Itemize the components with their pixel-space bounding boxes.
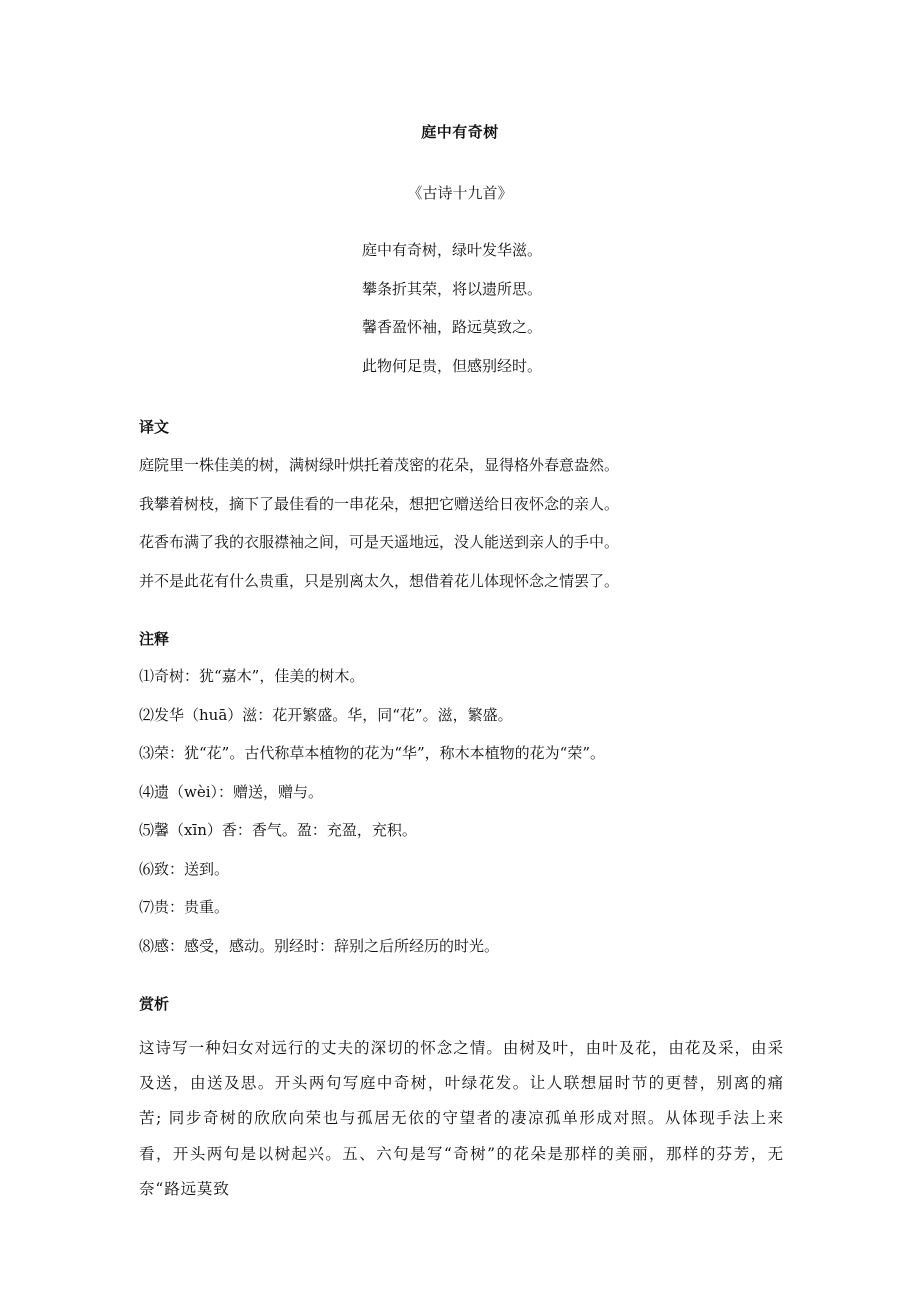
poem-line: 此物何足贵，但感别经时。 — [362, 356, 543, 375]
notes-body — [139, 666, 784, 974]
poem-line: 庭中有奇树，绿叶发华滋。 — [362, 241, 543, 259]
appreciation-heading: 赏析 — [139, 995, 170, 1013]
poem-title: 庭中有奇树 — [421, 123, 499, 141]
note-line: ⑷遗（wèi）：赠送，赠与。 — [139, 782, 324, 801]
translation-line: 花香布满了我的衣服襟袖之间，可是天遥地远，没人能送到亲人的手中。 — [139, 533, 620, 551]
translation-line: 庭院里一株佳美的树，满树绿叶烘托着茂密的花朵，显得格外春意盎然。 — [139, 456, 620, 474]
note-line: ⑶荣：犹“花”。古代称草本植物的花为“华”，称木本植物的花为“荣”。 — [139, 744, 606, 762]
poem-body — [362, 240, 542, 394]
translation-line: 并不是此花有什么贵重，只是别离太久，想借着花儿体现怀念之情罢了。 — [139, 571, 620, 590]
translation-line: 我攀着树枝，摘下了最佳看的一串花朵，想把它赠送给日夜怀念的亲人。 — [139, 494, 620, 513]
note-line: ⑻感：感受，感动。别经时：辞别之后所经历的时光。 — [139, 936, 500, 955]
translation-heading: 译文 — [139, 418, 170, 436]
poem-source: 《古诗十九首》 — [407, 184, 513, 202]
poem-line: 馨香盈怀袖，路远莫致之。 — [362, 318, 543, 336]
translation-body — [139, 455, 784, 609]
notes-heading: 注释 — [139, 630, 170, 648]
note-line: ⑸馨（xīn）香：香气。盈：充盈，充积。 — [139, 821, 417, 839]
note-line: ⑺贵：贵重。 — [139, 898, 230, 916]
note-line: ⑵发华（huā）滋：花开繁盛。华，同“花”。滋，繁盛。 — [139, 705, 513, 724]
poem-line: 攀条折其荣，将以遗所思。 — [362, 279, 543, 298]
note-line: ⑴奇树：犹“嘉木”，佳美的树木。 — [139, 667, 365, 685]
note-line: ⑹致：送到。 — [139, 859, 230, 878]
appreciation-text: 这诗写一种妇女对远行的丈夫的深切的怀念之情。由树及叶，由叶及花，由花及采，由采及送，由送及思。开头两句写庭中奇树，叶绿花发。让人联想届时节的更替，别离的痛苦; 同步奇树的欣欣向荣也与孤居无依的守望者的凄凉孤单形成对照。从体现手法上来看，开头两句是以树起兴。五、六句是写“奇树”的花朵是那样的美丽，那样的芬芳，无奈“路远莫致 — [139, 1039, 784, 1198]
